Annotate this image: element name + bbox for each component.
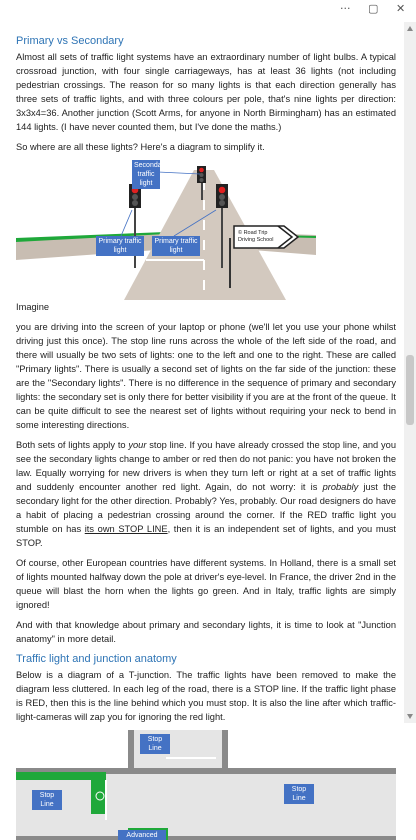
- primary-light-label-right: Primary traffic light: [152, 236, 200, 256]
- advanced-label: Advanced: [118, 830, 166, 840]
- paragraph: Below is a diagram of a T-junction. The traffic lights have been removed to make the diagram less cluttered. In each leg of the road, there is a STOP line. If the traffic light phase is RED, then this is the line behind which you must stop. It is also the line after which traffic-light-cameras will zap you for ignoring the red light.: [16, 670, 396, 722]
- emphasis: your: [128, 440, 147, 450]
- paragraph: you are driving into the screen of your laptop or phone (we'll let you use your phone whilst driving just this once). The stop line runs across the whole of the left side of the road, and there will usually be two sets of lights: one to the left and one to the right. These are called "Primary lights". There is usually a second set of lights on the far side of the junction: these are the "Secondary lights". There is no difference in the sequence of primary and secondary lights: the secondary set is only there for better visibility if you are at the front of the queue. It can be quite difficult to see the nearest set of lights without requiring your neck to bend in some interesting directions.: [16, 322, 396, 430]
- t-junction-diagram: [16, 730, 396, 840]
- section-heading-primary-secondary: Primary vs Secondary: [16, 35, 124, 47]
- imagine-text: Imagine: [16, 302, 50, 312]
- paragraph: Of course, other European countries have different systems. In Holland, there is a small set of lights mounted halfway down the pole at driver's eye-level. In France, the driver 2nd in the queue will blast the horn when the lights go green. And in Italy, traffic lights are simply ignored!: [16, 558, 396, 610]
- stop-line-label-left: Stop Line: [32, 790, 62, 810]
- paragraph: So where are all these lights? Here's a diagram to simplify it.: [16, 142, 265, 152]
- paragraph: [16, 438, 396, 550]
- t-junction-illustration: [16, 730, 396, 840]
- section-heading-junction-anatomy: Traffic light and junction anatomy: [16, 653, 177, 665]
- vertical-scrollbar[interactable]: [404, 22, 416, 723]
- more-options-icon[interactable]: ···: [340, 2, 351, 15]
- paragraph: Almost all sets of traffic light systems have an extraordinary number of light bulbs. A typical crossroad junction, with four single carriageways, has at least 36 lights (not including pedestrian crossings. The reason for so many lights is that each direction generally has three sets of traffic lights, and with three colours per pole, that's nine lights per direction: 3x3x4=36. Another junction (Scott Arms, for anyone in North Birmingham) has an estimated 144 lights. (I have never counted them, but I've done the maths.): [16, 52, 396, 132]
- traffic-light-illustration: [16, 160, 396, 300]
- underlined-text: its own STOP LINE: [84, 524, 168, 534]
- restore-window-icon[interactable]: ▢: [368, 2, 379, 15]
- scroll-up-icon[interactable]: [407, 26, 413, 31]
- paragraph: And with that knowledge about primary and secondary lights, it is time to look at "Junction anatomy" in more detail.: [16, 620, 396, 644]
- title-bar: [0, 0, 416, 22]
- traffic-light-diagram: [16, 160, 396, 300]
- close-window-icon[interactable]: ✕: [396, 2, 406, 15]
- sign-text: © Road Trip Driving School: [238, 230, 274, 243]
- article-content: [16, 30, 396, 840]
- stop-line-label-top: Stop Line: [140, 734, 170, 754]
- primary-light-label-left: Primary traffic light: [96, 236, 144, 256]
- text-span: , then it is an independent set of lights, and you must STOP.: [16, 524, 396, 548]
- text-span: stop line. If you have already crossed the stop line, and you see the secondary lights change to amber or red then do not panic: you have not broken the law. Equally worrying for new drivers is when they turn left or right at a set of traffic lights and suddenly encounter another red light. Again, do not worry: it is: [16, 440, 396, 492]
- text-span: just the secondary light for the other direction. Probably? Yes, probably. Our road designers do have a habit of placing a pedestrian crossing around the corner. If the RED traffic light you stumble on has: [16, 482, 396, 534]
- stop-line-label-right: Stop Line: [284, 784, 314, 804]
- scrollbar-thumb[interactable]: [406, 355, 414, 425]
- emphasis: probably: [322, 482, 359, 492]
- secondary-light-label: Secondary traffic light: [134, 162, 168, 187]
- scroll-down-icon[interactable]: [407, 714, 413, 719]
- text-span: Both sets of lights apply to: [16, 440, 129, 450]
